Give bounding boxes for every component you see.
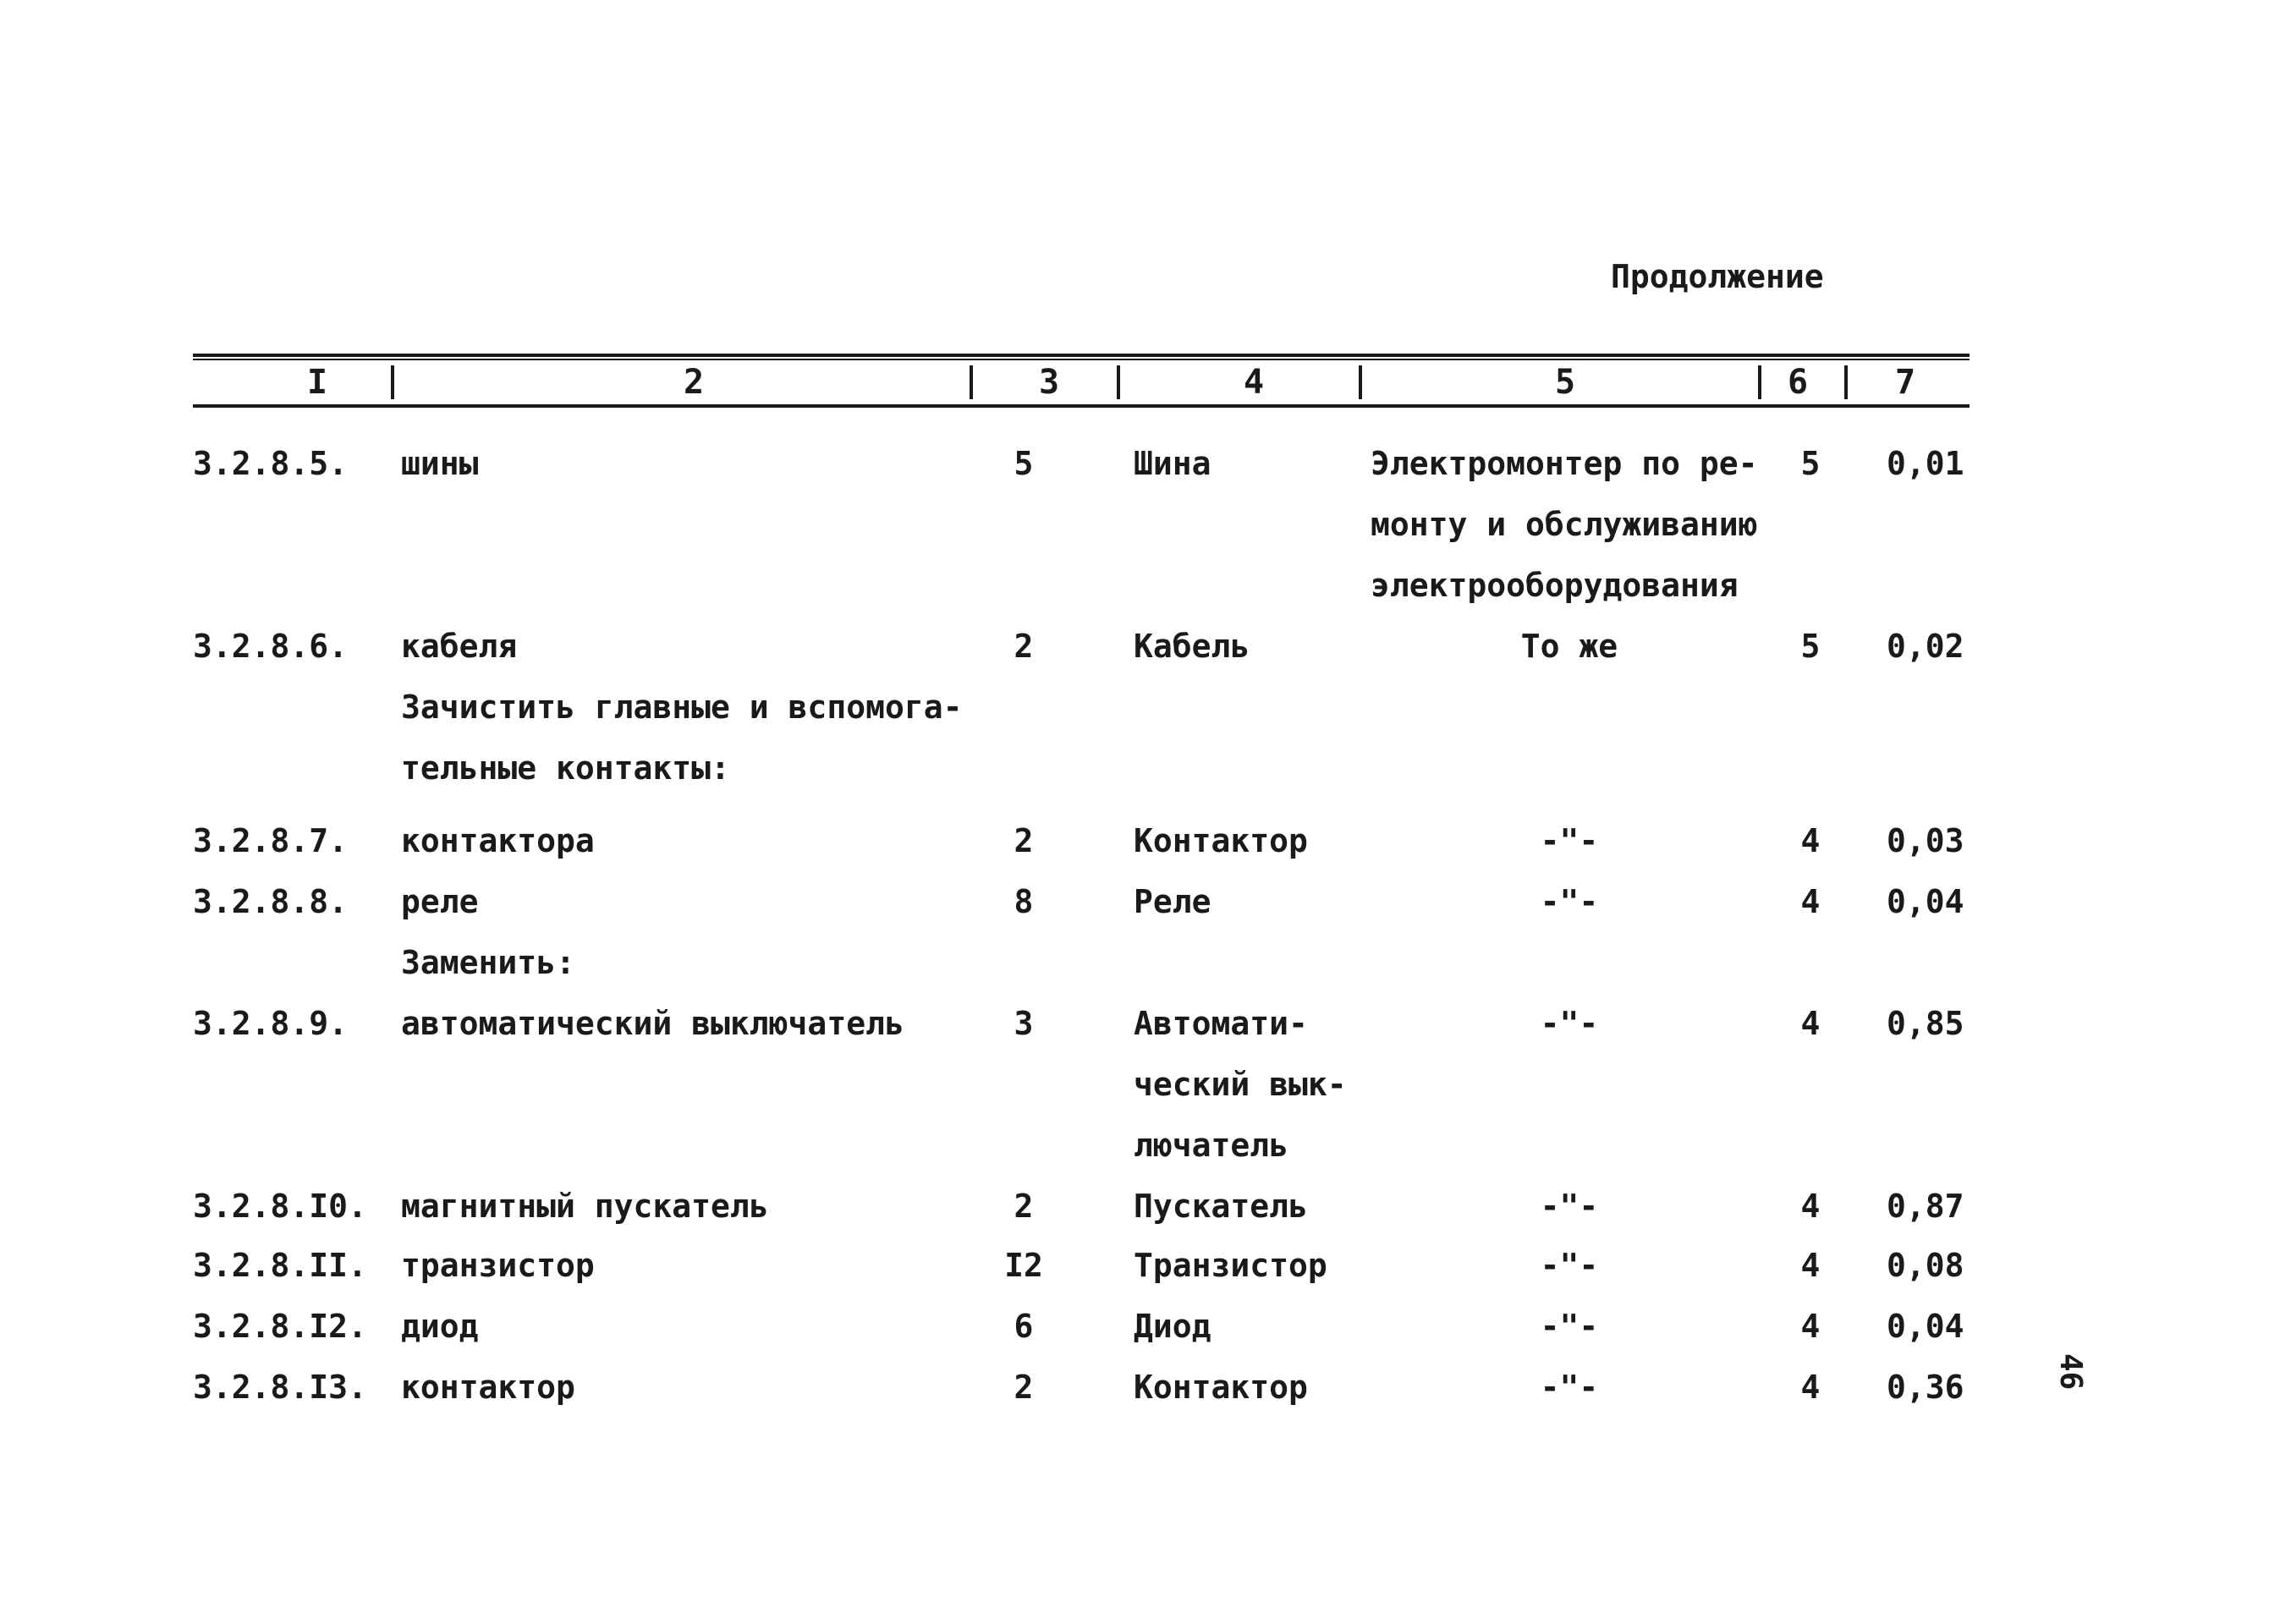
operation-name: контактор [401, 1369, 575, 1406]
quantity: 2 [1014, 628, 1034, 665]
item-number: 3.2.8.5. [193, 445, 349, 482]
quantity: 6 [1014, 1308, 1034, 1345]
time-norm: 0,36 [1887, 1369, 1964, 1406]
object-name: Контактор [1134, 822, 1308, 859]
time-norm: 0,85 [1887, 1005, 1964, 1042]
grade: 5 [1800, 445, 1821, 482]
quantity: I2 [1004, 1247, 1043, 1284]
header-bottom-rule [193, 404, 1970, 408]
section-heading: Зачистить главные и вспомога- тельные контакты: [401, 689, 963, 787]
grade: 4 [1800, 1247, 1821, 1284]
worker-profession: -"- [1540, 883, 1599, 920]
object-name: Реле [1134, 883, 1211, 920]
worker-profession: -"- [1540, 1308, 1599, 1345]
table-top-rule-thin [193, 359, 1970, 360]
grade: 4 [1800, 1188, 1821, 1225]
operation-name: кабеля [401, 628, 518, 665]
worker-profession: -"- [1540, 1005, 1599, 1042]
time-norm: 0,87 [1887, 1188, 1964, 1225]
worker-profession: То же [1520, 628, 1618, 665]
page-number: 46 [2053, 1353, 2088, 1391]
operation-name: транзистор [401, 1247, 595, 1284]
grade: 4 [1800, 1308, 1821, 1345]
item-number: 3.2.8.8. [193, 883, 349, 920]
continuation-label: Продолжение [1611, 258, 1824, 295]
object-name: Контактор [1134, 1369, 1308, 1406]
header-separator [1359, 365, 1362, 399]
header-col-7: 7 [1894, 363, 1916, 402]
time-norm: 0,02 [1887, 628, 1964, 665]
object-name: Кабель [1134, 628, 1250, 665]
section-heading: Заменить: [401, 944, 575, 981]
time-norm: 0,04 [1887, 1308, 1964, 1345]
worker-profession: -"- [1540, 1247, 1599, 1284]
object-name: Автомати- ческий вык- лючатель [1134, 1005, 1347, 1164]
worker-profession: Электромонтер по ре- монту и обслуживанию электрооборудования [1371, 445, 1758, 604]
header-col-6: 6 [1787, 363, 1809, 402]
item-number: 3.2.8.I0. [193, 1188, 367, 1225]
worker-profession: -"- [1540, 1188, 1599, 1225]
operation-name: реле [401, 883, 479, 920]
header-col-2: 2 [683, 363, 705, 402]
header-separator [1844, 365, 1848, 399]
operation-name: шины [401, 445, 479, 482]
time-norm: 0,03 [1887, 822, 1964, 859]
quantity: 8 [1014, 883, 1034, 920]
operation-name: магнитный пускатель [401, 1188, 769, 1225]
header-separator [1758, 365, 1761, 399]
grade: 4 [1800, 883, 1821, 920]
object-name: Транзистор [1134, 1247, 1327, 1284]
header-separator [1117, 365, 1120, 399]
header-separator [391, 365, 394, 399]
operation-name: контактора [401, 822, 595, 859]
header-col-4: 4 [1243, 363, 1265, 402]
header-col-5: 5 [1554, 363, 1576, 402]
operation-name: автоматический выключатель [401, 1005, 904, 1042]
worker-profession: -"- [1540, 1369, 1599, 1406]
header-col-3: 3 [1038, 363, 1060, 402]
time-norm: 0,04 [1887, 883, 1964, 920]
header-separator [970, 365, 973, 399]
grade: 4 [1800, 822, 1821, 859]
object-name: Диод [1134, 1308, 1211, 1345]
item-number: 3.2.8.7. [193, 822, 349, 859]
table-top-rule [193, 354, 1970, 357]
grade: 4 [1800, 1005, 1821, 1042]
item-number: 3.2.8.9. [193, 1005, 349, 1042]
quantity: 2 [1014, 1188, 1034, 1225]
item-number: 3.2.8.I3. [193, 1369, 367, 1406]
item-number: 3.2.8.II. [193, 1247, 367, 1284]
time-norm: 0,08 [1887, 1247, 1964, 1284]
object-name: Пускатель [1134, 1188, 1308, 1225]
quantity: 3 [1014, 1005, 1034, 1042]
time-norm: 0,01 [1887, 445, 1964, 482]
grade: 4 [1800, 1369, 1821, 1406]
quantity: 2 [1014, 1369, 1034, 1406]
quantity: 5 [1014, 445, 1034, 482]
item-number: 3.2.8.I2. [193, 1308, 367, 1345]
item-number: 3.2.8.6. [193, 628, 349, 665]
worker-profession: -"- [1540, 822, 1599, 859]
operation-name: диод [401, 1308, 479, 1345]
header-col-1: I [306, 363, 328, 402]
quantity: 2 [1014, 822, 1034, 859]
object-name: Шина [1134, 445, 1211, 482]
grade: 5 [1800, 628, 1821, 665]
